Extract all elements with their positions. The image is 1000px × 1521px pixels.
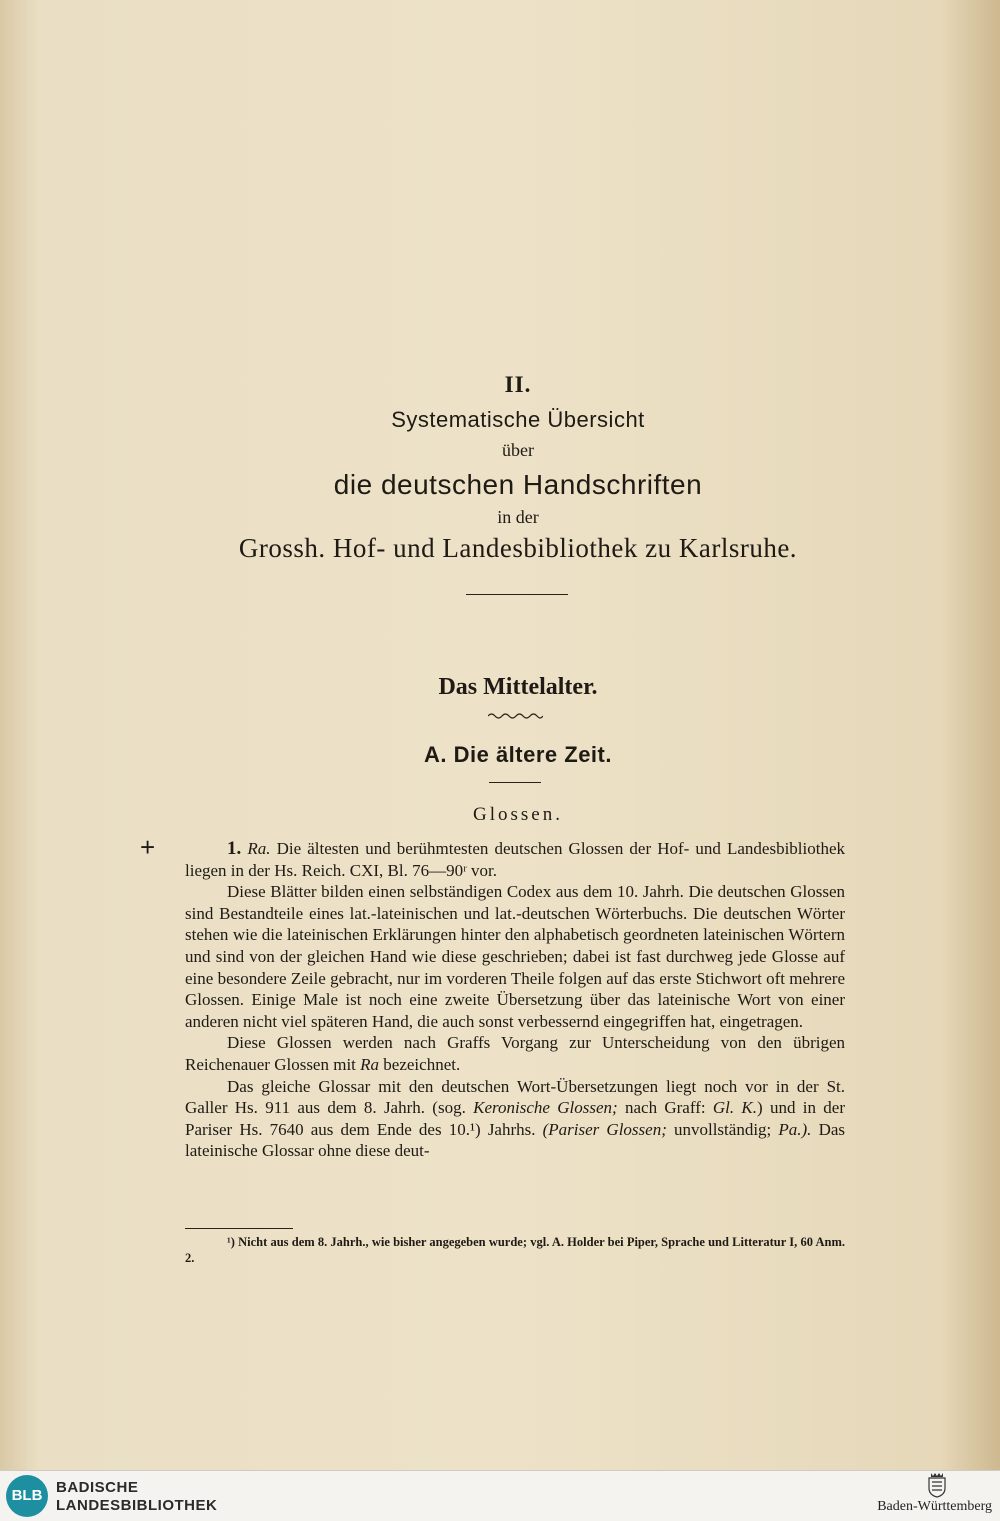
library-footer-bar <box>0 1470 1000 1521</box>
part-number: II. <box>504 372 532 397</box>
entry-text-3a: Diese Glossen werden nach Graffs Vorgang zur Unterscheidung von den übrigen Reichenauer Glossen mit <box>185 1033 845 1074</box>
library-name-line2[interactable]: LANDESBIBLIOTHEK <box>56 1497 218 1514</box>
library-name-line1[interactable]: BADISCHE <box>56 1479 139 1496</box>
section-category: Glossen. <box>473 804 563 825</box>
entry-text-4b: nach Graff: <box>624 1098 706 1118</box>
entry-pa: Pa.). <box>778 1119 812 1139</box>
entry-text-4c: ) und in der Pariser Hs. 7640 aus dem Ende des 10.¹) Jahrhs. <box>185 1098 846 1139</box>
subsection-rule <box>489 782 541 783</box>
entry-number: 1. <box>227 838 242 859</box>
footnote-rule <box>185 1228 293 1229</box>
title-line-3: die deutschen Handschriften <box>333 469 703 500</box>
entry-keronische: Keronische Glossen; <box>473 1098 618 1118</box>
title-line-1: Systematische Übersicht <box>391 407 645 432</box>
blb-logo-icon[interactable]: BLB <box>6 1475 48 1517</box>
entry-text-1: Die ältesten und berühmtesten deutschen Glossen der Hof- und Landesbibliothek liegen in der Hs. Reich. CXI, Bl. 76—90ʳ vor. <box>185 839 846 880</box>
section-subperiod: A. Die ältere Zeit. <box>423 742 612 767</box>
title-line-2: über <box>502 440 534 460</box>
entry-pariser: (Pariser Glossen; <box>542 1119 667 1139</box>
entry-paragraph-3 <box>185 1032 845 1075</box>
entry-siglum-ra: Ra <box>360 1054 380 1074</box>
coat-of-arms-icon <box>926 1472 948 1498</box>
wavy-divider <box>488 712 543 720</box>
entry-body <box>185 838 845 1162</box>
section-period: Das Mittelalter. <box>438 674 598 700</box>
entry-paragraph-2: Diese Blätter bilden einen selbständigen Codex aus dem 10. Jahrh. Die deutschen Glossen sind Bestandteile eines lat.-lateinischen und lat.-deutschen Wörterbuchs. Die deutschen Wörter stehen wie die lateinischen Erklärungen hinter den alphabetisch geordneten lateinischen Wörtern und sind von der gleichen Hand wie diese geschrieben; dabei ist fast durchweg jede Glosse auf eine besondere Zeile gebracht, nur im vorderen Theile folgen auf das erste Stichwort oft mehrere Glossen. Einige Male ist noch eine zweite Übersetzung über das lateinische Wort von einer anderen nicht viel späteren Hand, die auch sonst verbessernd eingegriffen hat, eingetragen. <box>185 882 845 1031</box>
entry-paragraph-4 <box>185 1076 845 1162</box>
entry-paragraph-1 <box>185 838 845 881</box>
title-line-4: in der <box>497 507 539 527</box>
entry-siglum: Ra. <box>247 839 271 858</box>
title-rule <box>466 594 568 595</box>
title-line-5: Grossh. Hof- und Landesbibliothek zu Karlsruhe. <box>238 533 798 563</box>
entry-gl-k: Gl. K. <box>712 1098 758 1118</box>
entry-text-4a: Das gleiche Glossar mit den deutschen Wort-Übersetzungen liegt noch vor in der St. Galler Hs. 911 aus dem 8. Jahrh. (sog. <box>185 1076 845 1118</box>
footnote <box>185 1234 845 1266</box>
footnote-text: ¹) Nicht aus dem 8. Jahrh., wie bisher angegeben wurde; vgl. A. Holder bei Piper, Sprache und Litteratur I, 60 Anm. 2. <box>185 1235 845 1265</box>
margin-plus-mark: + <box>140 832 156 862</box>
entry-text-3b: bezeichnet. <box>383 1054 461 1074</box>
entry-text-4d: unvollständig; <box>673 1119 772 1139</box>
state-label[interactable]: Baden-Württemberg <box>877 1499 992 1514</box>
entry-text-4e: Das lateinische Glossar ohne diese deut- <box>185 1119 846 1161</box>
